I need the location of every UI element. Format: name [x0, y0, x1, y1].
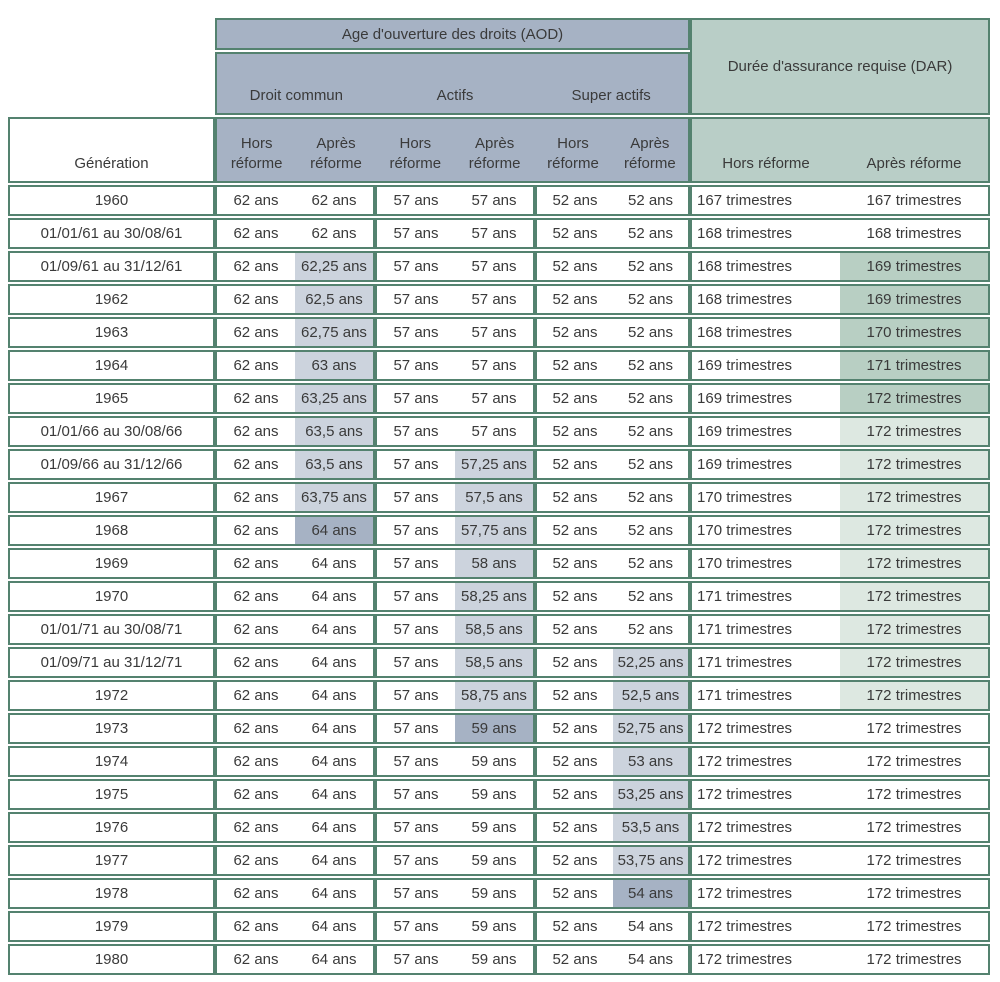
value-cell: 52 ans	[613, 317, 690, 348]
value-cell: 57 ans	[375, 746, 455, 777]
aod-subheader-band	[215, 117, 690, 183]
value-cell: 172 trimestres	[840, 680, 990, 711]
value-cell: 169 trimestres	[690, 383, 840, 414]
value-cell: 168 trimestres	[690, 251, 840, 282]
generation-cell: 01/09/71 au 31/12/71	[8, 647, 215, 678]
value-cell: 62 ans	[215, 383, 295, 414]
table-row	[8, 944, 990, 975]
value-cell: 52 ans	[535, 548, 613, 579]
dar-subheader-band	[690, 117, 990, 183]
aod-subheader-label: Hors réforme	[547, 134, 599, 172]
table-row	[8, 812, 990, 843]
value-cell: 63 ans	[295, 350, 375, 381]
table-row	[8, 251, 990, 282]
table-row	[8, 515, 990, 546]
value-cell: 168 trimestres	[690, 284, 840, 315]
value-cell: 64 ans	[295, 812, 375, 843]
value-cell: 64 ans	[295, 878, 375, 909]
value-cell: 172 trimestres	[840, 449, 990, 480]
generation-cell: 01/09/66 au 31/12/66	[8, 449, 215, 480]
header-row-subcolumns	[8, 117, 990, 183]
value-cell: 57 ans	[375, 713, 455, 744]
value-cell: 170 trimestres	[840, 317, 990, 348]
aod-subheader-label: Hors réforme	[230, 134, 283, 172]
dar-subheader-labels	[692, 119, 988, 181]
value-cell: 57 ans	[455, 317, 535, 348]
value-cell: 53,25 ans	[613, 779, 690, 810]
value-cell: 64 ans	[295, 581, 375, 612]
value-cell: 54 ans	[613, 878, 690, 909]
generation-cell: 1969	[8, 548, 215, 579]
value-cell: 52 ans	[535, 218, 613, 249]
value-cell: 170 trimestres	[690, 548, 840, 579]
value-cell: 57 ans	[375, 284, 455, 315]
value-cell: 172 trimestres	[690, 713, 840, 744]
generation-cell: 1979	[8, 911, 215, 942]
generation-cell: 1967	[8, 482, 215, 513]
value-cell: 57 ans	[455, 218, 535, 249]
aod-subheader-label: Après réforme	[310, 134, 362, 172]
value-cell: 57 ans	[375, 482, 455, 513]
generation-cell: 1965	[8, 383, 215, 414]
value-cell: 58,5 ans	[455, 647, 535, 678]
value-cell: 172 trimestres	[840, 383, 990, 414]
value-cell: 52 ans	[535, 779, 613, 810]
value-cell: 169 trimestres	[690, 416, 840, 447]
value-cell: 52 ans	[535, 944, 613, 975]
value-cell: 52 ans	[613, 614, 690, 645]
value-cell: 64 ans	[295, 911, 375, 942]
value-cell: 62 ans	[295, 218, 375, 249]
value-cell: 53 ans	[613, 746, 690, 777]
value-cell: 62 ans	[215, 878, 295, 909]
value-cell: 62 ans	[215, 218, 295, 249]
value-cell: 57 ans	[375, 185, 455, 216]
table-row	[8, 614, 990, 645]
value-cell: 167 trimestres	[840, 185, 990, 216]
value-cell: 57 ans	[375, 581, 455, 612]
value-cell: 52 ans	[613, 548, 690, 579]
value-cell: 58,25 ans	[455, 581, 535, 612]
value-cell: 52 ans	[535, 383, 613, 414]
table-row	[8, 911, 990, 942]
value-cell: 172 trimestres	[690, 878, 840, 909]
value-cell: 62 ans	[215, 680, 295, 711]
value-cell: 64 ans	[295, 845, 375, 876]
value-cell: 171 trimestres	[690, 614, 840, 645]
value-cell: 64 ans	[295, 515, 375, 546]
value-cell: 57 ans	[455, 383, 535, 414]
value-cell: 170 trimestres	[690, 515, 840, 546]
generation-cell: 1962	[8, 284, 215, 315]
table-row	[8, 416, 990, 447]
table-row	[8, 185, 990, 216]
generation-cell: 01/01/66 au 30/08/66	[8, 416, 215, 447]
table-row	[8, 878, 990, 909]
value-cell: 62 ans	[215, 812, 295, 843]
table-row	[8, 383, 990, 414]
value-cell: 62 ans	[215, 845, 295, 876]
value-cell: 53,5 ans	[613, 812, 690, 843]
value-cell: 52 ans	[613, 482, 690, 513]
value-cell: 57 ans	[375, 614, 455, 645]
value-cell: 52 ans	[535, 746, 613, 777]
table-row	[8, 482, 990, 513]
value-cell: 171 trimestres	[840, 350, 990, 381]
generation-cell: 1973	[8, 713, 215, 744]
value-cell: 64 ans	[295, 746, 375, 777]
value-cell: 52 ans	[535, 251, 613, 282]
generation-cell: 1960	[8, 185, 215, 216]
value-cell: 57 ans	[375, 515, 455, 546]
generation-cell: 1977	[8, 845, 215, 876]
generation-cell: 1978	[8, 878, 215, 909]
value-cell: 172 trimestres	[840, 647, 990, 678]
generation-cell: 1972	[8, 680, 215, 711]
value-cell: 52 ans	[613, 251, 690, 282]
value-cell: 62 ans	[215, 746, 295, 777]
value-cell: 57 ans	[455, 350, 535, 381]
value-cell: 52 ans	[613, 284, 690, 315]
value-cell: 172 trimestres	[840, 746, 990, 777]
table-row	[8, 647, 990, 678]
aod-subheader-labels	[217, 119, 688, 181]
value-cell: 62 ans	[215, 713, 295, 744]
value-cell: 62 ans	[215, 548, 295, 579]
generation-cell: 1980	[8, 944, 215, 975]
value-cell: 52 ans	[613, 416, 690, 447]
table-row	[8, 449, 990, 480]
value-cell: 52 ans	[535, 581, 613, 612]
value-cell: 62,75 ans	[295, 317, 375, 348]
aod-title: Age d'ouverture des droits (AOD)	[215, 18, 690, 50]
value-cell: 59 ans	[455, 746, 535, 777]
value-cell: 52 ans	[535, 614, 613, 645]
aod-subheader-label: Après réforme	[468, 134, 521, 172]
value-cell: 57 ans	[375, 944, 455, 975]
generation-cell: 01/09/61 au 31/12/61	[8, 251, 215, 282]
value-cell: 52 ans	[613, 350, 690, 381]
corner-spacer	[8, 52, 215, 115]
value-cell: 57 ans	[375, 383, 455, 414]
value-cell: 172 trimestres	[690, 812, 840, 843]
table-row	[8, 284, 990, 315]
value-cell: 57,75 ans	[455, 515, 535, 546]
value-cell: 168 trimestres	[690, 317, 840, 348]
value-cell: 52 ans	[613, 515, 690, 546]
value-cell: 57 ans	[375, 416, 455, 447]
value-cell: 171 trimestres	[690, 581, 840, 612]
value-cell: 63,5 ans	[295, 416, 375, 447]
table-row	[8, 548, 990, 579]
value-cell: 172 trimestres	[840, 878, 990, 909]
value-cell: 172 trimestres	[690, 944, 840, 975]
value-cell: 54 ans	[613, 911, 690, 942]
value-cell: 52 ans	[535, 680, 613, 711]
generation-header: Génération	[8, 117, 215, 183]
table-row	[8, 779, 990, 810]
value-cell: 57 ans	[455, 416, 535, 447]
value-cell: 62 ans	[215, 251, 295, 282]
pension-table	[8, 16, 990, 977]
value-cell: 172 trimestres	[690, 779, 840, 810]
value-cell: 62 ans	[215, 911, 295, 942]
generation-cell: 1970	[8, 581, 215, 612]
table-row	[8, 845, 990, 876]
value-cell: 168 trimestres	[690, 218, 840, 249]
value-cell: 52 ans	[535, 449, 613, 480]
value-cell: 52,25 ans	[613, 647, 690, 678]
value-cell: 57 ans	[375, 251, 455, 282]
value-cell: 52 ans	[535, 845, 613, 876]
value-cell: 168 trimestres	[840, 218, 990, 249]
table-row	[8, 713, 990, 744]
group-label-droit-commun: Droit commun	[249, 86, 343, 104]
value-cell: 172 trimestres	[840, 614, 990, 645]
table-row	[8, 746, 990, 777]
value-cell: 53,75 ans	[613, 845, 690, 876]
value-cell: 59 ans	[455, 911, 535, 942]
value-cell: 58 ans	[455, 548, 535, 579]
value-cell: 59 ans	[455, 713, 535, 744]
generation-cell: 1963	[8, 317, 215, 348]
generation-cell: 1968	[8, 515, 215, 546]
generation-cell: 01/01/61 au 30/08/61	[8, 218, 215, 249]
value-cell: 59 ans	[455, 812, 535, 843]
value-cell: 57 ans	[375, 812, 455, 843]
value-cell: 52 ans	[535, 482, 613, 513]
value-cell: 52 ans	[613, 449, 690, 480]
value-cell: 172 trimestres	[840, 482, 990, 513]
value-cell: 172 trimestres	[690, 845, 840, 876]
value-cell: 62 ans	[215, 185, 295, 216]
group-label-super-actifs: Super actifs	[571, 86, 651, 104]
value-cell: 57 ans	[375, 911, 455, 942]
value-cell: 52 ans	[535, 350, 613, 381]
dar-subheader-label: Hors réforme	[722, 154, 810, 172]
value-cell: 62 ans	[295, 185, 375, 216]
value-cell: 62 ans	[215, 647, 295, 678]
value-cell: 57 ans	[375, 218, 455, 249]
value-cell: 59 ans	[455, 845, 535, 876]
value-cell: 62 ans	[215, 779, 295, 810]
value-cell: 63,75 ans	[295, 482, 375, 513]
value-cell: 172 trimestres	[840, 911, 990, 942]
value-cell: 64 ans	[295, 614, 375, 645]
aod-subheader-label: Après réforme	[623, 134, 676, 172]
value-cell: 172 trimestres	[840, 779, 990, 810]
value-cell: 62 ans	[215, 449, 295, 480]
table-row	[8, 350, 990, 381]
value-cell: 52 ans	[535, 185, 613, 216]
value-cell: 62 ans	[215, 944, 295, 975]
value-cell: 52 ans	[535, 812, 613, 843]
value-cell: 172 trimestres	[840, 812, 990, 843]
value-cell: 172 trimestres	[690, 746, 840, 777]
value-cell: 54 ans	[613, 944, 690, 975]
value-cell: 52 ans	[535, 647, 613, 678]
value-cell: 64 ans	[295, 548, 375, 579]
value-cell: 58,75 ans	[455, 680, 535, 711]
value-cell: 172 trimestres	[840, 581, 990, 612]
dar-subheader-label: Après réforme	[866, 154, 962, 172]
value-cell: 52 ans	[613, 581, 690, 612]
value-cell: 62 ans	[215, 581, 295, 612]
value-cell: 59 ans	[455, 779, 535, 810]
value-cell: 52 ans	[535, 515, 613, 546]
value-cell: 169 trimestres	[690, 350, 840, 381]
value-cell: 57 ans	[375, 350, 455, 381]
value-cell: 57 ans	[455, 284, 535, 315]
value-cell: 62 ans	[215, 317, 295, 348]
generation-cell: 01/01/71 au 30/08/71	[8, 614, 215, 645]
value-cell: 172 trimestres	[840, 416, 990, 447]
value-cell: 57 ans	[455, 251, 535, 282]
value-cell: 62 ans	[215, 482, 295, 513]
value-cell: 57 ans	[375, 317, 455, 348]
aod-subheader-label: Hors réforme	[389, 134, 442, 172]
aod-group-band	[215, 52, 690, 115]
value-cell: 52 ans	[535, 713, 613, 744]
value-cell: 52,5 ans	[613, 680, 690, 711]
value-cell: 62 ans	[215, 416, 295, 447]
dar-title: Durée d'assurance requise (DAR)	[690, 18, 990, 115]
value-cell: 59 ans	[455, 878, 535, 909]
table-row	[8, 317, 990, 348]
value-cell: 62 ans	[215, 515, 295, 546]
value-cell: 167 trimestres	[690, 185, 840, 216]
value-cell: 52 ans	[535, 317, 613, 348]
value-cell: 64 ans	[295, 713, 375, 744]
value-cell: 57 ans	[375, 845, 455, 876]
value-cell: 52 ans	[535, 284, 613, 315]
value-cell: 52 ans	[613, 185, 690, 216]
generation-cell: 1974	[8, 746, 215, 777]
value-cell: 172 trimestres	[840, 548, 990, 579]
value-cell: 57 ans	[375, 779, 455, 810]
value-cell: 57 ans	[375, 647, 455, 678]
value-cell: 62 ans	[215, 350, 295, 381]
value-cell: 57,25 ans	[455, 449, 535, 480]
generation-cell: 1976	[8, 812, 215, 843]
value-cell: 172 trimestres	[840, 845, 990, 876]
value-cell: 57 ans	[375, 449, 455, 480]
value-cell: 57,5 ans	[455, 482, 535, 513]
value-cell: 172 trimestres	[840, 713, 990, 744]
value-cell: 172 trimestres	[690, 911, 840, 942]
value-cell: 169 trimestres	[840, 284, 990, 315]
value-cell: 172 trimestres	[840, 944, 990, 975]
value-cell: 52 ans	[535, 911, 613, 942]
group-label-actifs: Actifs	[436, 86, 474, 104]
value-cell: 58,5 ans	[455, 614, 535, 645]
value-cell: 171 trimestres	[690, 680, 840, 711]
value-cell: 57 ans	[375, 680, 455, 711]
value-cell: 52 ans	[613, 383, 690, 414]
value-cell: 169 trimestres	[690, 449, 840, 480]
value-cell: 59 ans	[455, 944, 535, 975]
value-cell: 52,75 ans	[613, 713, 690, 744]
corner-spacer	[8, 18, 215, 50]
value-cell: 64 ans	[295, 779, 375, 810]
value-cell: 170 trimestres	[690, 482, 840, 513]
generation-cell: 1975	[8, 779, 215, 810]
value-cell: 169 trimestres	[840, 251, 990, 282]
value-cell: 171 trimestres	[690, 647, 840, 678]
value-cell: 64 ans	[295, 680, 375, 711]
value-cell: 172 trimestres	[840, 515, 990, 546]
value-cell: 63,25 ans	[295, 383, 375, 414]
table-row	[8, 581, 990, 612]
value-cell: 52 ans	[613, 218, 690, 249]
value-cell: 57 ans	[455, 185, 535, 216]
value-cell: 62,5 ans	[295, 284, 375, 315]
value-cell: 62 ans	[215, 284, 295, 315]
value-cell: 64 ans	[295, 944, 375, 975]
value-cell: 52 ans	[535, 416, 613, 447]
value-cell: 62 ans	[215, 614, 295, 645]
header-row-titles	[8, 18, 990, 50]
value-cell: 52 ans	[535, 878, 613, 909]
value-cell: 57 ans	[375, 548, 455, 579]
table-row	[8, 218, 990, 249]
value-cell: 57 ans	[375, 878, 455, 909]
value-cell: 62,25 ans	[295, 251, 375, 282]
value-cell: 64 ans	[295, 647, 375, 678]
value-cell: 63,5 ans	[295, 449, 375, 480]
table-row	[8, 680, 990, 711]
generation-cell: 1964	[8, 350, 215, 381]
